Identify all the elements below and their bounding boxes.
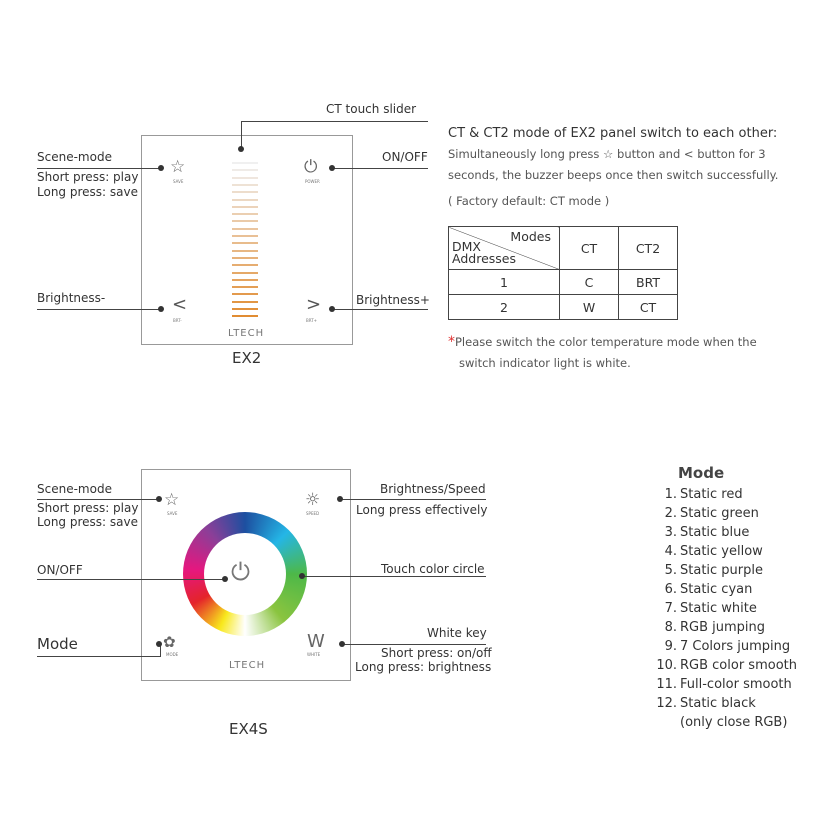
mode-item <box>655 675 797 694</box>
ex2-brightness-plus-label: Brightness+ <box>356 293 430 307</box>
slider-segment[interactable] <box>232 162 258 164</box>
ex4s-mode-micro: MODE <box>166 652 179 657</box>
leader-line <box>332 309 428 310</box>
slider-segment[interactable] <box>232 279 258 281</box>
slider-segment[interactable] <box>232 257 258 259</box>
slider-segment[interactable] <box>232 191 258 193</box>
slider-segment[interactable] <box>232 177 258 179</box>
mode-item <box>655 618 797 637</box>
callout-dot <box>337 496 343 502</box>
leader-line <box>37 579 224 580</box>
leader-line <box>37 656 161 657</box>
ex4s-scene-mode-label: Scene-mode <box>37 482 112 496</box>
ex2-onoff-label: ON/OFF <box>382 150 428 164</box>
slider-segment[interactable] <box>232 220 258 222</box>
leader-line <box>302 576 486 577</box>
mode-item-note: (only close RGB) <box>680 715 788 730</box>
mode-text: Static white <box>680 601 757 616</box>
mode-text: Full-color smooth <box>680 677 792 692</box>
white-short-press-label: Short press: on/off <box>381 646 492 660</box>
callout-dot <box>156 641 162 647</box>
callout-dot <box>299 573 305 579</box>
ex2-scene-mode-label: Scene-mode <box>37 150 112 164</box>
cell: W <box>560 295 619 320</box>
mode-text: RGB color smooth <box>680 658 797 673</box>
slider-segment[interactable] <box>232 235 258 237</box>
ex4s-brand-logo: LTECH <box>229 660 266 671</box>
info-heading: CT & CT2 mode of EX2 panel switch to each other: <box>448 126 778 141</box>
leader-line <box>37 309 161 310</box>
white-long-press-label: Long press: brightness <box>355 660 492 674</box>
callout-dot <box>158 165 164 171</box>
left-chevron-icon: < <box>683 147 694 161</box>
leader-line <box>241 121 242 148</box>
mode-text: Static red <box>680 487 743 502</box>
ex2-star-icon: ☆ <box>170 157 186 177</box>
ex4s-short-press-label: Short press: play <box>37 501 139 515</box>
mode-text: Static green <box>680 506 759 521</box>
slider-segment[interactable] <box>232 308 258 310</box>
mode-number: 4. <box>664 544 677 559</box>
slider-segment[interactable] <box>232 315 258 317</box>
mode-text: Static yellow <box>680 544 763 559</box>
slider-segment[interactable] <box>232 286 258 288</box>
mode-number: 8. <box>664 620 677 635</box>
cell: BRT <box>619 270 678 295</box>
cell: CT <box>619 295 678 320</box>
mode-number: 5. <box>664 563 677 578</box>
mode-flower-icon: ✿ <box>163 633 176 651</box>
info-line1 <box>448 147 766 161</box>
slider-segment[interactable] <box>232 301 258 303</box>
ct-slider-label: CT touch slider <box>326 102 417 116</box>
dmx-header: DMX <box>452 239 481 254</box>
ex2-power-icon: ⏻ <box>304 157 318 177</box>
callout-dot <box>339 641 345 647</box>
table-row <box>449 270 678 295</box>
mode-item <box>655 504 797 523</box>
mode-number: 6. <box>664 582 677 597</box>
mode-number: 3. <box>664 525 677 540</box>
ex4s-speed-micro: SPEED <box>306 511 320 516</box>
mode-item <box>655 694 797 713</box>
slider-segment[interactable] <box>232 184 258 186</box>
col-ct2: CT2 <box>619 227 678 270</box>
info-line1a: Simultaneously long press <box>448 147 600 161</box>
mode-number: 9. <box>664 639 677 654</box>
ex4s-star-icon: ☆ <box>164 490 180 510</box>
modes-header: Modes <box>510 229 551 244</box>
mode-item <box>655 561 797 580</box>
asterisk-icon: * <box>448 334 455 350</box>
mode-number: 11. <box>656 677 677 692</box>
touch-circle-label: Touch color circle <box>381 562 485 576</box>
mode-item <box>655 637 797 656</box>
callout-dot <box>158 306 164 312</box>
white-key-label: White key <box>427 626 487 640</box>
ex2-save-micro: SAVE <box>173 179 184 184</box>
mode-item <box>655 485 797 504</box>
mode-text: Static black <box>680 696 756 711</box>
sun-icon: ☼ <box>305 490 321 510</box>
callout-dot <box>156 496 162 502</box>
slider-segment[interactable] <box>232 272 258 274</box>
leader-line <box>37 168 161 169</box>
ex2-title: EX2 <box>232 349 262 367</box>
ex2-brt-minus-micro: BRT- <box>173 318 182 323</box>
callout-dot <box>222 576 228 582</box>
ex4s-save-micro: SAVE <box>167 511 178 516</box>
note-text1: Please switch the color temperature mode when the <box>455 335 757 349</box>
ex2-brightness-minus-label: Brightness- <box>37 291 106 305</box>
dmx-header-corner <box>449 227 560 270</box>
slider-segment[interactable] <box>232 264 258 266</box>
leader-line <box>342 644 486 645</box>
ex2-right-chevron-icon: > <box>306 294 322 315</box>
col-ct: CT <box>560 227 619 270</box>
ex4s-onoff-label: ON/OFF <box>37 563 83 577</box>
mode-number: 10. <box>656 658 677 673</box>
slider-segment[interactable] <box>232 242 258 244</box>
mode-text: 7 Colors jumping <box>680 639 791 654</box>
cell: C <box>560 270 619 295</box>
white-w-icon: W <box>307 631 325 652</box>
ex2-long-press-label: Long press: save <box>37 185 138 199</box>
mode-text: RGB jumping <box>680 620 766 635</box>
slider-segment[interactable] <box>232 228 258 230</box>
ex4s-long-press-label: Long press: save <box>37 515 138 529</box>
dmx-table <box>448 226 678 320</box>
ex2-brand-logo: LTECH <box>228 328 265 339</box>
leader-line <box>340 499 486 500</box>
brightness-speed-label: Brightness/Speed <box>380 482 486 496</box>
cell: 2 <box>449 295 560 320</box>
info-factory: ( Factory default: CT mode ) <box>448 194 610 208</box>
info-line2: seconds, the buzzer beeps once then switch successfully. <box>448 168 779 182</box>
slider-segment[interactable] <box>232 199 258 201</box>
mode-number: 1. <box>664 487 677 502</box>
table-row <box>449 295 678 320</box>
slider-segment[interactable] <box>232 213 258 215</box>
mode-list <box>655 485 797 732</box>
mode-list-title: Mode <box>678 464 725 482</box>
ex4s-white-micro: WHITE <box>307 652 321 657</box>
cell: 1 <box>449 270 560 295</box>
callout-dot <box>329 306 335 312</box>
ex2-short-press-label: Short press: play <box>37 170 139 184</box>
note-line2: switch indicator light is white. <box>459 356 631 370</box>
mode-item <box>655 599 797 618</box>
mode-number: 7. <box>664 601 677 616</box>
star-icon: ☆ <box>603 147 614 161</box>
slider-segment[interactable] <box>232 293 258 295</box>
mode-text: Static cyan <box>680 582 753 597</box>
mode-item <box>655 542 797 561</box>
mode-item <box>655 580 797 599</box>
ex2-brt-plus-micro: BRT+ <box>306 318 318 323</box>
mode-text: Static blue <box>680 525 750 540</box>
ex4s-power-icon[interactable]: ⏻ <box>231 558 250 586</box>
callout-dot <box>329 165 335 171</box>
addresses-header: Addresses <box>452 251 516 266</box>
leader-line <box>241 121 428 122</box>
leader-line <box>332 168 428 169</box>
callout-dot <box>238 146 244 152</box>
leader-line <box>37 499 161 500</box>
slider-segment[interactable] <box>232 169 258 171</box>
mode-number: 12. <box>656 696 677 711</box>
mode-number: 2. <box>664 506 677 521</box>
ex2-power-micro: POWER <box>305 179 320 184</box>
ex2-left-chevron-icon: < <box>172 294 188 315</box>
info-line1b: button and <box>617 147 681 161</box>
mode-text: Static purple <box>680 563 764 578</box>
mode-item <box>655 523 797 542</box>
note-line1 <box>448 334 757 350</box>
long-press-effectively-label: Long press effectively <box>356 503 488 517</box>
slider-segment[interactable] <box>232 206 258 208</box>
slider-segment[interactable] <box>232 250 258 252</box>
mode-label: Mode <box>37 635 78 653</box>
mode-item <box>655 656 797 675</box>
ex4s-title: EX4S <box>229 720 268 738</box>
info-line1c: button for 3 <box>697 147 766 161</box>
